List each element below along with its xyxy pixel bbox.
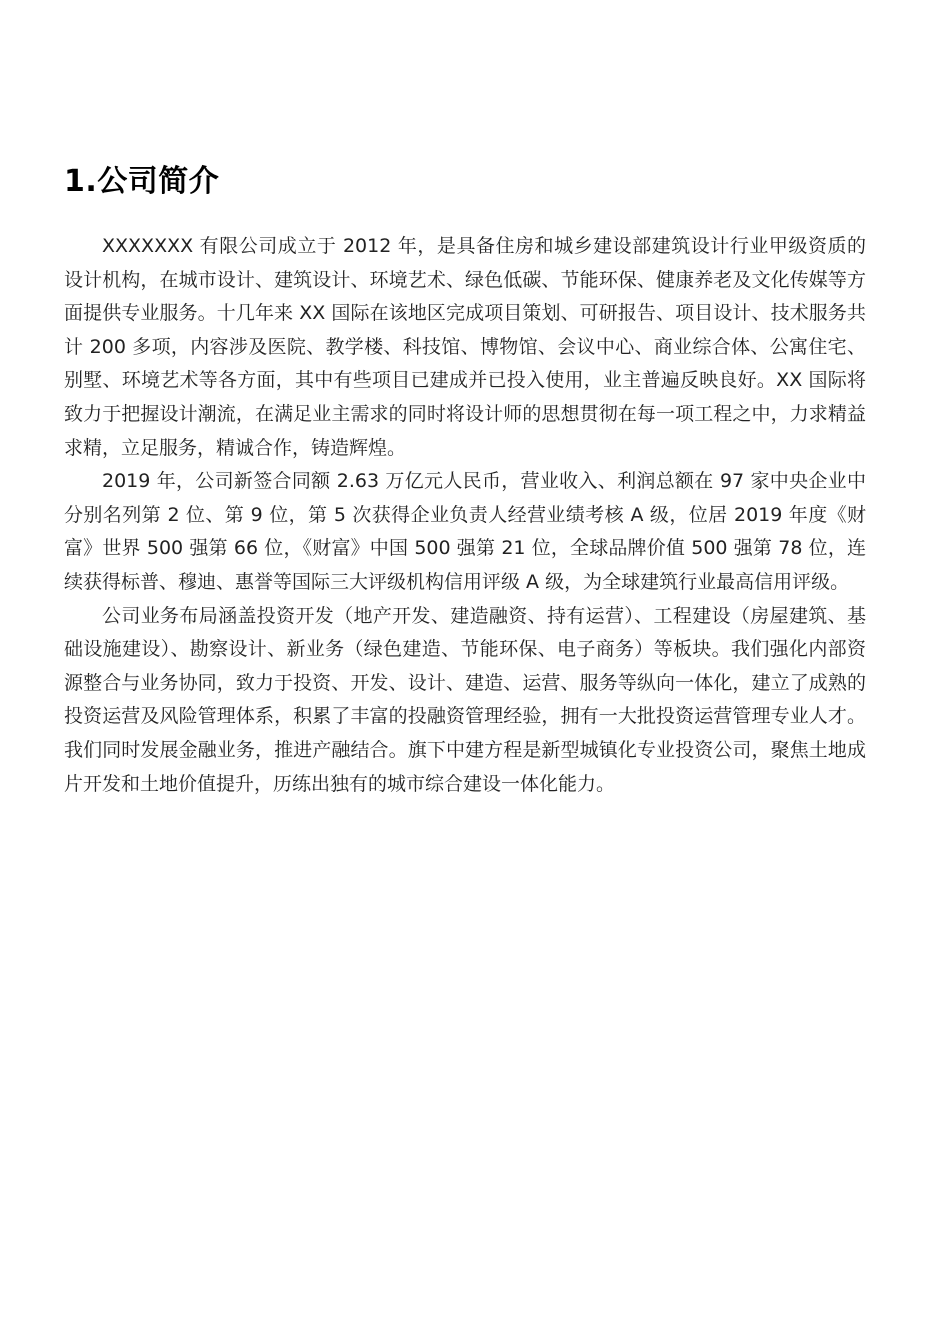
section-heading: 1.公司简介 — [64, 164, 220, 199]
paragraph-business-layout: 公司业务布局涵盖投资开发（地产开发、建造融资、持有运营）、工程建设（房屋建筑、基础设施建设）、勘察设计、新业务（绿色建造、节能环保、电子商务）等板块。我们强化内部资源整合与业务协同，致力于投资、开发、设计、建造、运营、服务等纵向一体化，建立了成熟的投资运营及风险管理体系，积累了丰富的投融资管理经验，拥有一大批投资运营管理专业人才。我们同时发展金融业务，推进产融结合。旗下中建方程是新型城镇化专业投资公司，聚焦土地成片开发和土地价值提升，历练出独有的城市综合建设一体化能力。 — [64, 604, 866, 795]
paragraph-company-intro: XXXXXXX 有限公司成立于 2012 年，是具备住房和城乡建设部建筑设计行业甲级资质的设计机构，在城市设计、建筑设计、环境艺术、绿色低碳、节能环保、健康养老及文化传媒等方面提供专业服务。十几年来 XX 国际在该地区完成项目策划、可研报告、项目设计、技术服务共计 200 多项，内容涉及医院、教学楼、科技馆、博物馆、会议中心、商业综合体、公寓住宅、别墅、环境艺术等各方面，其中有些项目已建成并已投入使用，业主普遍反映良好。XX 国际将致力于把握设计潮流，在满足业主需求的同时将设计师的思想贯彻在每一项工程之中，力求精益求精，立足服务，精诚合作，铸造辉煌。 — [64, 235, 866, 459]
document-content — [64, 160, 866, 801]
section-body — [64, 230, 866, 801]
paragraph-2019-performance: 2019 年，公司新签合同额 2.63 万亿元人民币，营业收入、利润总额在 97 家中央企业中分别名列第 2 位、第 9 位，第 5 次获得企业负责人经营业绩考核 A 级，位居 2019 年度《财富》世界 500 强第 66 位，《财富》中国 500 强第 21 位，全球品牌价值 500 强第 78 位，连续获得标普、穆迪、惠誉等国际三大评级机构信用评级 A 级，为全球建筑行业最高信用评级。 — [64, 470, 866, 593]
